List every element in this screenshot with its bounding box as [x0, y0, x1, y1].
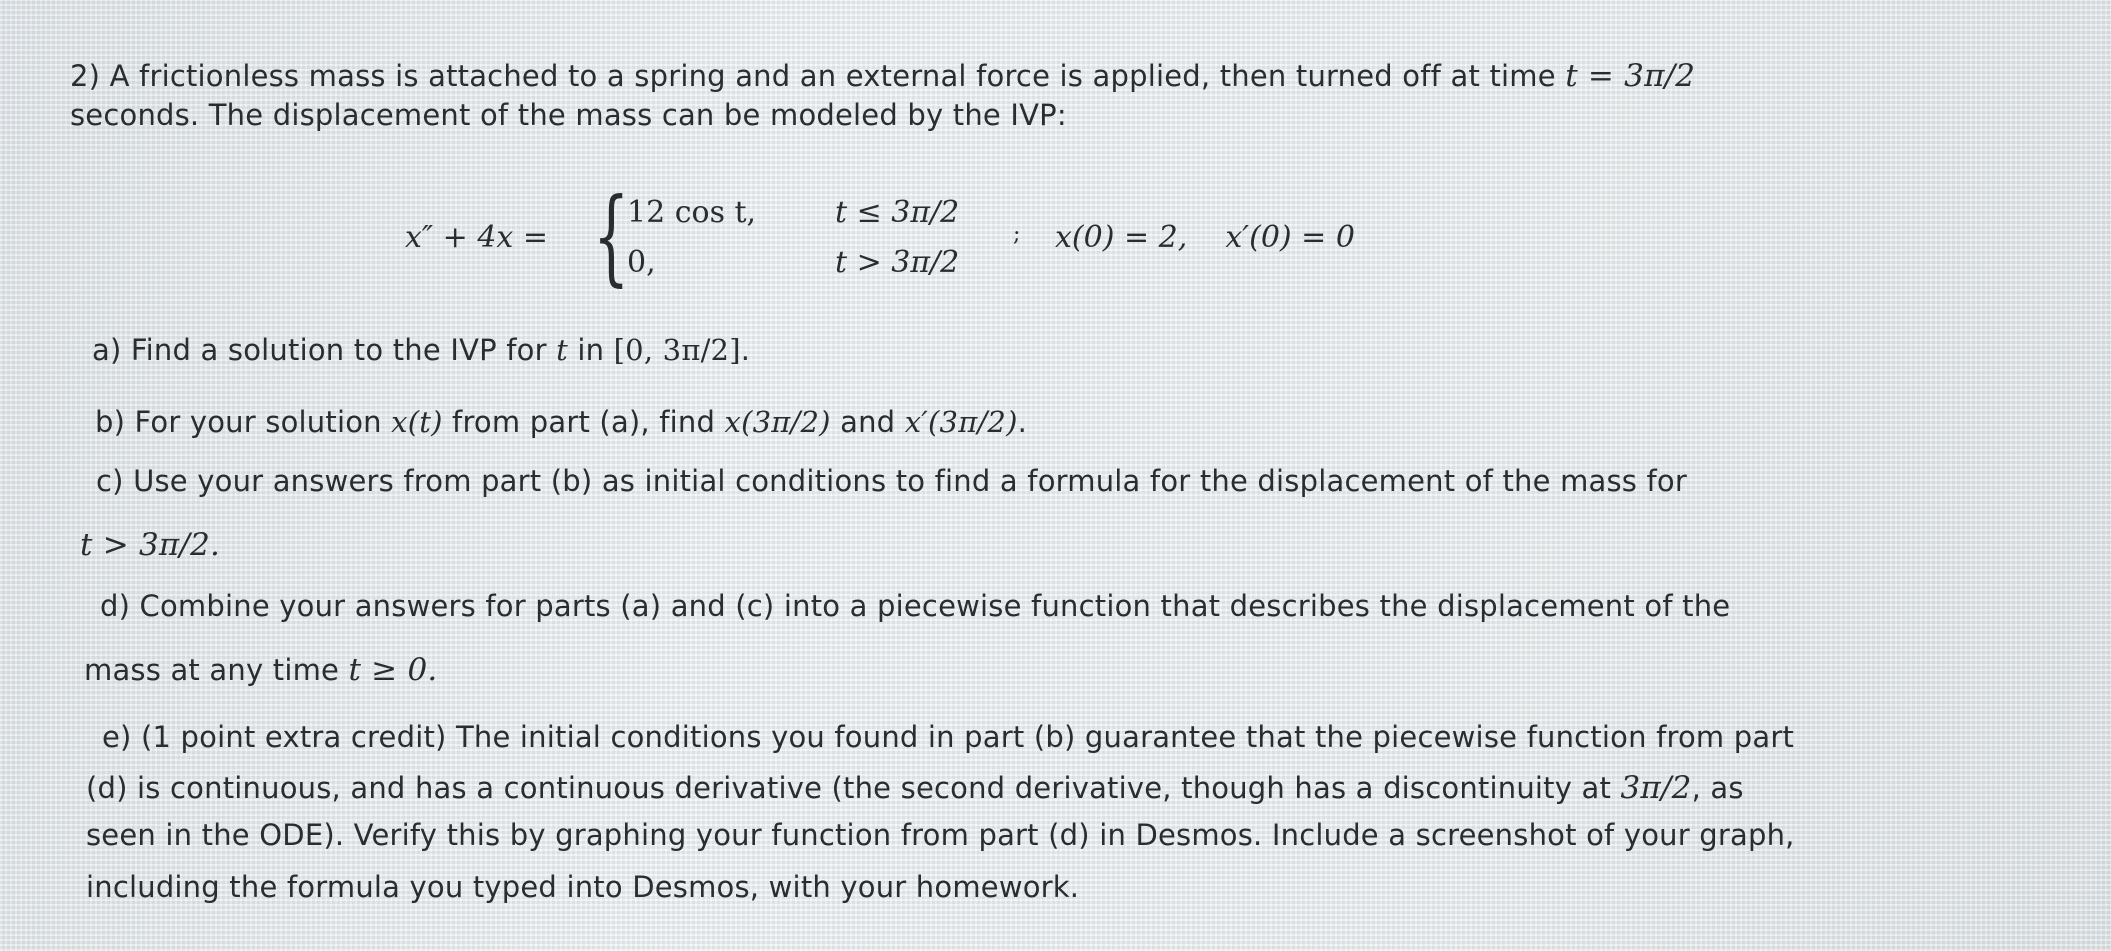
- part-e-line-3: seen in the ODE). Verify this by graphing your function from part (d) in Desmos. Include a screenshot of your graph,: [86, 818, 1795, 852]
- part-b-suffix: .: [1017, 405, 1028, 439]
- part-a-suffix: .: [740, 333, 751, 367]
- part-b: [95, 405, 1027, 439]
- part-e-text: (d) is continuous, and has a continuous derivative (the second derivative, though has a discontinuity at: [86, 771, 1612, 805]
- part-d-line-1: d) Combine your answers for parts (a) and (c) into a piecewise function that describes the displacement of the: [100, 589, 1731, 623]
- part-a: [92, 333, 750, 367]
- case-2-condition: t > 3π/2: [835, 245, 960, 280]
- intro-line-2: seconds. The displacement of the mass can be modeled by the IVP:: [70, 98, 1067, 132]
- equation-separator: ;: [1013, 222, 1021, 247]
- case-2-expression: 0,: [627, 245, 656, 280]
- intro-line-1: [70, 58, 1695, 94]
- part-a-mid: in: [577, 333, 605, 367]
- part-b-val1: x(3π/2): [724, 405, 831, 439]
- part-d-math: t ≥ 0.: [348, 652, 438, 688]
- part-b-val2: x′(3π/2): [904, 405, 1018, 439]
- part-b-mid2: and: [840, 405, 896, 439]
- part-b-mid1: from part (a), find: [452, 405, 716, 439]
- case-1-expression: 12 cos t,: [627, 195, 757, 230]
- part-b-func: x(t): [391, 405, 443, 439]
- part-e-line-4: including the formula you typed into Desmos, with your homework.: [86, 870, 1080, 904]
- part-e-suffix: , as: [1691, 771, 1744, 805]
- part-e-math: 3π/2: [1620, 770, 1692, 806]
- case-1-condition: t ≤ 3π/2: [835, 195, 960, 230]
- part-a-var: t: [556, 333, 568, 367]
- part-c-line-2: t > 3π/2.: [80, 527, 221, 563]
- part-b-text: b) For your solution: [95, 405, 382, 439]
- part-c-line-1: c) Use your answers from part (b) as initial conditions to find a formula for the displacement of the mass for: [96, 464, 1688, 498]
- piecewise-brace: {: [593, 175, 630, 297]
- part-e-line-2: [86, 770, 1744, 806]
- intro-math: t = 3π/2: [1565, 58, 1696, 94]
- part-d-text: mass at any time: [84, 653, 340, 687]
- equation-lhs: x″ + 4x =: [405, 220, 549, 255]
- initial-conditions: x(0) = 2, x′(0) = 0: [1055, 220, 1355, 255]
- part-e-line-1: e) (1 point extra credit) The initial conditions you found in part (b) guarantee that the piecewise function from part: [102, 720, 1795, 754]
- intro-text: 2) A frictionless mass is attached to a spring and an external force is applied, then turned off at time: [70, 59, 1556, 93]
- part-a-text: a) Find a solution to the IVP for: [92, 333, 547, 367]
- part-a-interval: [0, 3π/2]: [613, 333, 741, 367]
- part-d-line-2: [84, 652, 437, 688]
